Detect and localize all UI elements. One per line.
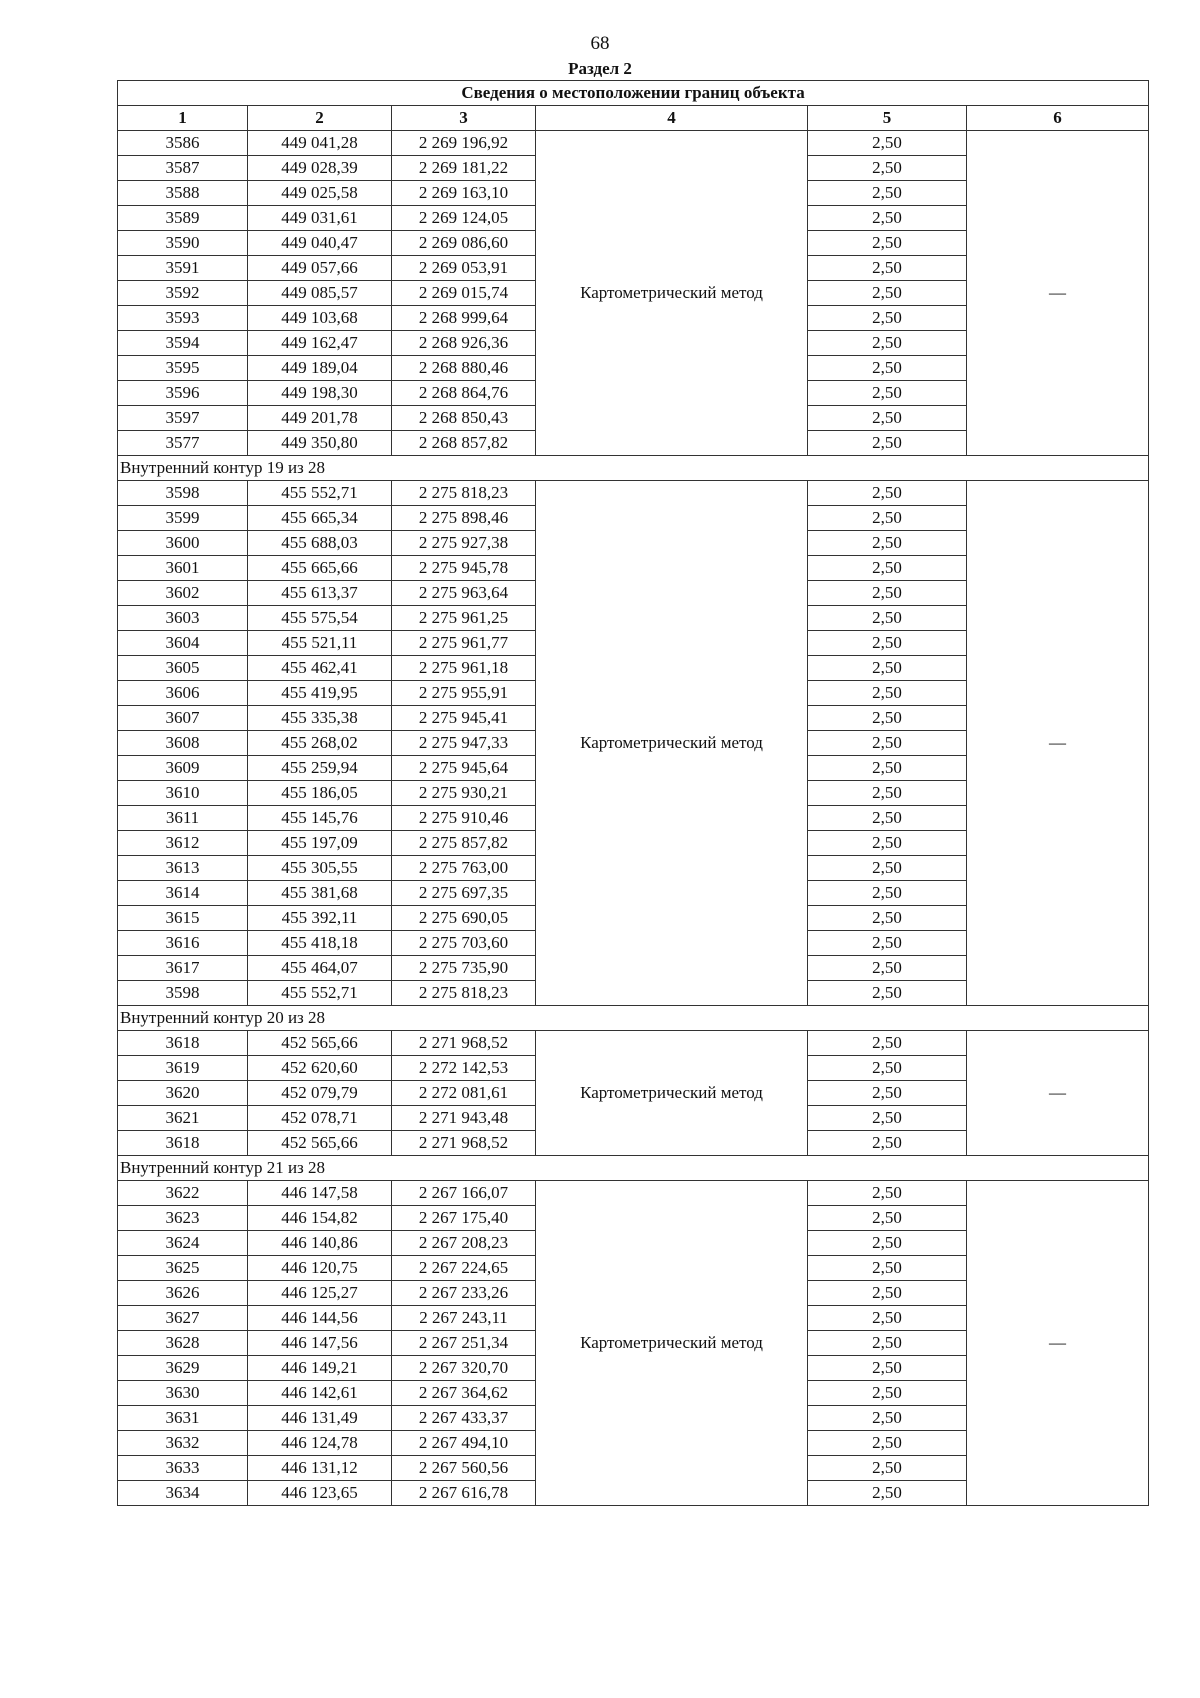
accuracy-cell: 2,50	[808, 781, 967, 806]
point-number-cell: 3625	[118, 1256, 248, 1281]
y-coordinate-cell: 2 275 763,00	[392, 856, 536, 881]
accuracy-cell: 2,50	[808, 306, 967, 331]
column-6-cell: —	[967, 481, 1149, 1006]
x-coordinate-cell: 455 464,07	[248, 956, 392, 981]
accuracy-cell: 2,50	[808, 406, 967, 431]
x-coordinate-cell: 449 103,68	[248, 306, 392, 331]
x-coordinate-cell: 449 031,61	[248, 206, 392, 231]
y-coordinate-cell: 2 271 968,52	[392, 1031, 536, 1056]
column-header: 6	[967, 106, 1149, 131]
point-number-cell: 3588	[118, 181, 248, 206]
x-coordinate-cell: 449 162,47	[248, 331, 392, 356]
accuracy-cell: 2,50	[808, 356, 967, 381]
accuracy-cell: 2,50	[808, 1206, 967, 1231]
x-coordinate-cell: 455 392,11	[248, 906, 392, 931]
accuracy-cell: 2,50	[808, 731, 967, 756]
accuracy-cell: 2,50	[808, 906, 967, 931]
accuracy-cell: 2,50	[808, 656, 967, 681]
x-coordinate-cell: 455 613,37	[248, 581, 392, 606]
point-number-cell: 3618	[118, 1031, 248, 1056]
point-number-cell: 3623	[118, 1206, 248, 1231]
x-coordinate-cell: 452 079,79	[248, 1081, 392, 1106]
point-number-cell: 3621	[118, 1106, 248, 1131]
point-number-cell: 3624	[118, 1231, 248, 1256]
x-coordinate-cell: 449 040,47	[248, 231, 392, 256]
point-number-cell: 3613	[118, 856, 248, 881]
y-coordinate-cell: 2 269 196,92	[392, 131, 536, 156]
y-coordinate-cell: 2 268 926,36	[392, 331, 536, 356]
y-coordinate-cell: 2 275 690,05	[392, 906, 536, 931]
x-coordinate-cell: 449 057,66	[248, 256, 392, 281]
method-cell: Картометрический метод	[536, 481, 808, 1006]
point-number-cell: 3617	[118, 956, 248, 981]
x-coordinate-cell: 446 147,58	[248, 1181, 392, 1206]
y-coordinate-cell: 2 269 163,10	[392, 181, 536, 206]
point-number-cell: 3615	[118, 906, 248, 931]
method-cell: Картометрический метод	[536, 1181, 808, 1506]
point-number-cell: 3612	[118, 831, 248, 856]
method-cell: Картометрический метод	[536, 131, 808, 456]
x-coordinate-cell: 446 123,65	[248, 1481, 392, 1506]
x-coordinate-cell: 455 145,76	[248, 806, 392, 831]
accuracy-cell: 2,50	[808, 1481, 967, 1506]
x-coordinate-cell: 446 131,49	[248, 1406, 392, 1431]
x-coordinate-cell: 455 665,66	[248, 556, 392, 581]
y-coordinate-cell: 2 275 697,35	[392, 881, 536, 906]
y-coordinate-cell: 2 275 961,25	[392, 606, 536, 631]
y-coordinate-cell: 2 275 947,33	[392, 731, 536, 756]
x-coordinate-cell: 455 521,11	[248, 631, 392, 656]
point-number-cell: 3607	[118, 706, 248, 731]
x-coordinate-cell: 455 259,94	[248, 756, 392, 781]
accuracy-cell: 2,50	[808, 131, 967, 156]
y-coordinate-cell: 2 268 850,43	[392, 406, 536, 431]
accuracy-cell: 2,50	[808, 431, 967, 456]
table-body	[118, 131, 1149, 1506]
x-coordinate-cell: 455 552,71	[248, 481, 392, 506]
x-coordinate-cell: 449 350,80	[248, 431, 392, 456]
y-coordinate-cell: 2 275 945,78	[392, 556, 536, 581]
y-coordinate-cell: 2 269 086,60	[392, 231, 536, 256]
accuracy-cell: 2,50	[808, 1431, 967, 1456]
point-number-cell: 3577	[118, 431, 248, 456]
x-coordinate-cell: 452 565,66	[248, 1131, 392, 1156]
accuracy-cell: 2,50	[808, 1106, 967, 1131]
x-coordinate-cell: 455 688,03	[248, 531, 392, 556]
contour-header-row	[118, 456, 1149, 481]
accuracy-cell: 2,50	[808, 331, 967, 356]
point-number-cell: 3610	[118, 781, 248, 806]
y-coordinate-cell: 2 272 081,61	[392, 1081, 536, 1106]
point-number-cell: 3591	[118, 256, 248, 281]
point-number-cell: 3632	[118, 1431, 248, 1456]
x-coordinate-cell: 455 305,55	[248, 856, 392, 881]
accuracy-cell: 2,50	[808, 1406, 967, 1431]
column-header: 3	[392, 106, 536, 131]
accuracy-cell: 2,50	[808, 1181, 967, 1206]
y-coordinate-cell: 2 275 961,77	[392, 631, 536, 656]
y-coordinate-cell: 2 275 930,21	[392, 781, 536, 806]
accuracy-cell: 2,50	[808, 1056, 967, 1081]
y-coordinate-cell: 2 269 181,22	[392, 156, 536, 181]
point-number-cell: 3600	[118, 531, 248, 556]
point-number-cell: 3598	[118, 481, 248, 506]
point-number-cell: 3628	[118, 1331, 248, 1356]
point-number-cell: 3594	[118, 331, 248, 356]
y-coordinate-cell: 2 272 142,53	[392, 1056, 536, 1081]
point-number-cell: 3601	[118, 556, 248, 581]
point-number-cell: 3606	[118, 681, 248, 706]
point-number-cell: 3630	[118, 1381, 248, 1406]
accuracy-cell: 2,50	[808, 981, 967, 1006]
accuracy-cell: 2,50	[808, 256, 967, 281]
x-coordinate-cell: 449 025,58	[248, 181, 392, 206]
table-row	[118, 1181, 1149, 1206]
y-coordinate-cell: 2 268 880,46	[392, 356, 536, 381]
x-coordinate-cell: 455 335,38	[248, 706, 392, 731]
accuracy-cell: 2,50	[808, 1081, 967, 1106]
point-number-cell: 3595	[118, 356, 248, 381]
accuracy-cell: 2,50	[808, 231, 967, 256]
point-number-cell: 3626	[118, 1281, 248, 1306]
table-caption: Сведения о местоположении границ объекта	[118, 81, 1149, 106]
accuracy-cell: 2,50	[808, 1031, 967, 1056]
x-coordinate-cell: 446 140,86	[248, 1231, 392, 1256]
accuracy-cell: 2,50	[808, 606, 967, 631]
column-6-cell: —	[967, 1031, 1149, 1156]
y-coordinate-cell: 2 275 818,23	[392, 981, 536, 1006]
point-number-cell: 3602	[118, 581, 248, 606]
accuracy-cell: 2,50	[808, 806, 967, 831]
x-coordinate-cell: 449 028,39	[248, 156, 392, 181]
accuracy-cell: 2,50	[808, 1131, 967, 1156]
accuracy-cell: 2,50	[808, 1256, 967, 1281]
accuracy-cell: 2,50	[808, 206, 967, 231]
contour-label: Внутренний контур 21 из 28	[118, 1156, 1149, 1181]
point-number-cell: 3627	[118, 1306, 248, 1331]
point-number-cell: 3598	[118, 981, 248, 1006]
x-coordinate-cell: 449 189,04	[248, 356, 392, 381]
x-coordinate-cell: 446 144,56	[248, 1306, 392, 1331]
x-coordinate-cell: 446 149,21	[248, 1356, 392, 1381]
y-coordinate-cell: 2 275 927,38	[392, 531, 536, 556]
accuracy-cell: 2,50	[808, 156, 967, 181]
x-coordinate-cell: 455 418,18	[248, 931, 392, 956]
x-coordinate-cell: 455 381,68	[248, 881, 392, 906]
accuracy-cell: 2,50	[808, 881, 967, 906]
column-header: 1	[118, 106, 248, 131]
x-coordinate-cell: 446 142,61	[248, 1381, 392, 1406]
contour-label: Внутренний контур 20 из 28	[118, 1006, 1149, 1031]
y-coordinate-cell: 2 267 494,10	[392, 1431, 536, 1456]
accuracy-cell: 2,50	[808, 956, 967, 981]
point-number-cell: 3596	[118, 381, 248, 406]
y-coordinate-cell: 2 271 943,48	[392, 1106, 536, 1131]
x-coordinate-cell: 455 665,34	[248, 506, 392, 531]
y-coordinate-cell: 2 275 963,64	[392, 581, 536, 606]
x-coordinate-cell: 455 575,54	[248, 606, 392, 631]
y-coordinate-cell: 2 267 233,26	[392, 1281, 536, 1306]
x-coordinate-cell: 446 147,56	[248, 1331, 392, 1356]
y-coordinate-cell: 2 267 208,23	[392, 1231, 536, 1256]
accuracy-cell: 2,50	[808, 581, 967, 606]
point-number-cell: 3597	[118, 406, 248, 431]
point-number-cell: 3616	[118, 931, 248, 956]
x-coordinate-cell: 446 120,75	[248, 1256, 392, 1281]
accuracy-cell: 2,50	[808, 1231, 967, 1256]
accuracy-cell: 2,50	[808, 1381, 967, 1406]
point-number-cell: 3634	[118, 1481, 248, 1506]
accuracy-cell: 2,50	[808, 631, 967, 656]
caption-row	[118, 81, 1149, 106]
accuracy-cell: 2,50	[808, 531, 967, 556]
contour-label: Внутренний контур 19 из 28	[118, 456, 1149, 481]
accuracy-cell: 2,50	[808, 181, 967, 206]
y-coordinate-cell: 2 275 703,60	[392, 931, 536, 956]
table-row	[118, 481, 1149, 506]
y-coordinate-cell: 2 267 433,37	[392, 1406, 536, 1431]
point-number-cell: 3587	[118, 156, 248, 181]
y-coordinate-cell: 2 275 735,90	[392, 956, 536, 981]
y-coordinate-cell: 2 267 243,11	[392, 1306, 536, 1331]
accuracy-cell: 2,50	[808, 481, 967, 506]
point-number-cell: 3620	[118, 1081, 248, 1106]
accuracy-cell: 2,50	[808, 931, 967, 956]
x-coordinate-cell: 455 186,05	[248, 781, 392, 806]
point-number-cell: 3592	[118, 281, 248, 306]
accuracy-cell: 2,50	[808, 856, 967, 881]
y-coordinate-cell: 2 275 818,23	[392, 481, 536, 506]
point-number-cell: 3604	[118, 631, 248, 656]
y-coordinate-cell: 2 268 857,82	[392, 431, 536, 456]
accuracy-cell: 2,50	[808, 1281, 967, 1306]
accuracy-cell: 2,50	[808, 381, 967, 406]
x-coordinate-cell: 455 197,09	[248, 831, 392, 856]
column-header: 5	[808, 106, 967, 131]
x-coordinate-cell: 449 198,30	[248, 381, 392, 406]
y-coordinate-cell: 2 268 999,64	[392, 306, 536, 331]
x-coordinate-cell: 452 078,71	[248, 1106, 392, 1131]
point-number-cell: 3609	[118, 756, 248, 781]
contour-header-row	[118, 1006, 1149, 1031]
x-coordinate-cell: 455 268,02	[248, 731, 392, 756]
point-number-cell: 3619	[118, 1056, 248, 1081]
accuracy-cell: 2,50	[808, 556, 967, 581]
method-cell: Картометрический метод	[536, 1031, 808, 1156]
point-number-cell: 3629	[118, 1356, 248, 1381]
y-coordinate-cell: 2 268 864,76	[392, 381, 536, 406]
accuracy-cell: 2,50	[808, 506, 967, 531]
y-coordinate-cell: 2 275 945,41	[392, 706, 536, 731]
point-number-cell: 3622	[118, 1181, 248, 1206]
x-coordinate-cell: 455 552,71	[248, 981, 392, 1006]
point-number-cell: 3593	[118, 306, 248, 331]
point-number-cell: 3633	[118, 1456, 248, 1481]
column-6-cell: —	[967, 131, 1149, 456]
column-header: 4	[536, 106, 808, 131]
page-number: 68	[590, 33, 610, 54]
y-coordinate-cell: 2 275 945,64	[392, 756, 536, 781]
x-coordinate-cell: 449 041,28	[248, 131, 392, 156]
y-coordinate-cell: 2 267 616,78	[392, 1481, 536, 1506]
y-coordinate-cell: 2 275 955,91	[392, 681, 536, 706]
x-coordinate-cell: 446 131,12	[248, 1456, 392, 1481]
x-coordinate-cell: 452 565,66	[248, 1031, 392, 1056]
section-title: Раздел 2	[568, 59, 632, 78]
table-row	[118, 1031, 1149, 1056]
y-coordinate-cell: 2 267 320,70	[392, 1356, 536, 1381]
y-coordinate-cell: 2 267 251,34	[392, 1331, 536, 1356]
point-number-cell: 3631	[118, 1406, 248, 1431]
y-coordinate-cell: 2 267 364,62	[392, 1381, 536, 1406]
x-coordinate-cell: 455 462,41	[248, 656, 392, 681]
y-coordinate-cell: 2 267 224,65	[392, 1256, 536, 1281]
y-coordinate-cell: 2 269 015,74	[392, 281, 536, 306]
y-coordinate-cell: 2 267 560,56	[392, 1456, 536, 1481]
x-coordinate-cell: 452 620,60	[248, 1056, 392, 1081]
accuracy-cell: 2,50	[808, 681, 967, 706]
point-number-cell: 3586	[118, 131, 248, 156]
point-number-cell: 3599	[118, 506, 248, 531]
boundary-table	[117, 80, 1149, 1506]
accuracy-cell: 2,50	[808, 1331, 967, 1356]
y-coordinate-cell: 2 267 175,40	[392, 1206, 536, 1231]
table-row	[118, 131, 1149, 156]
point-number-cell: 3589	[118, 206, 248, 231]
point-number-cell: 3618	[118, 1131, 248, 1156]
x-coordinate-cell: 446 154,82	[248, 1206, 392, 1231]
y-coordinate-cell: 2 275 910,46	[392, 806, 536, 831]
column-6-cell: —	[967, 1181, 1149, 1506]
point-number-cell: 3605	[118, 656, 248, 681]
accuracy-cell: 2,50	[808, 1356, 967, 1381]
point-number-cell: 3603	[118, 606, 248, 631]
y-coordinate-cell: 2 275 898,46	[392, 506, 536, 531]
x-coordinate-cell: 455 419,95	[248, 681, 392, 706]
point-number-cell: 3608	[118, 731, 248, 756]
accuracy-cell: 2,50	[808, 281, 967, 306]
x-coordinate-cell: 449 085,57	[248, 281, 392, 306]
accuracy-cell: 2,50	[808, 706, 967, 731]
y-coordinate-cell: 2 269 124,05	[392, 206, 536, 231]
point-number-cell: 3614	[118, 881, 248, 906]
x-coordinate-cell: 446 125,27	[248, 1281, 392, 1306]
y-coordinate-cell: 2 267 166,07	[392, 1181, 536, 1206]
y-coordinate-cell: 2 275 961,18	[392, 656, 536, 681]
accuracy-cell: 2,50	[808, 831, 967, 856]
x-coordinate-cell: 449 201,78	[248, 406, 392, 431]
x-coordinate-cell: 446 124,78	[248, 1431, 392, 1456]
column-number-row	[118, 106, 1149, 131]
point-number-cell: 3611	[118, 806, 248, 831]
y-coordinate-cell: 2 269 053,91	[392, 256, 536, 281]
accuracy-cell: 2,50	[808, 1456, 967, 1481]
accuracy-cell: 2,50	[808, 756, 967, 781]
accuracy-cell: 2,50	[808, 1306, 967, 1331]
contour-header-row	[118, 1156, 1149, 1181]
y-coordinate-cell: 2 271 968,52	[392, 1131, 536, 1156]
y-coordinate-cell: 2 275 857,82	[392, 831, 536, 856]
column-header: 2	[248, 106, 392, 131]
point-number-cell: 3590	[118, 231, 248, 256]
